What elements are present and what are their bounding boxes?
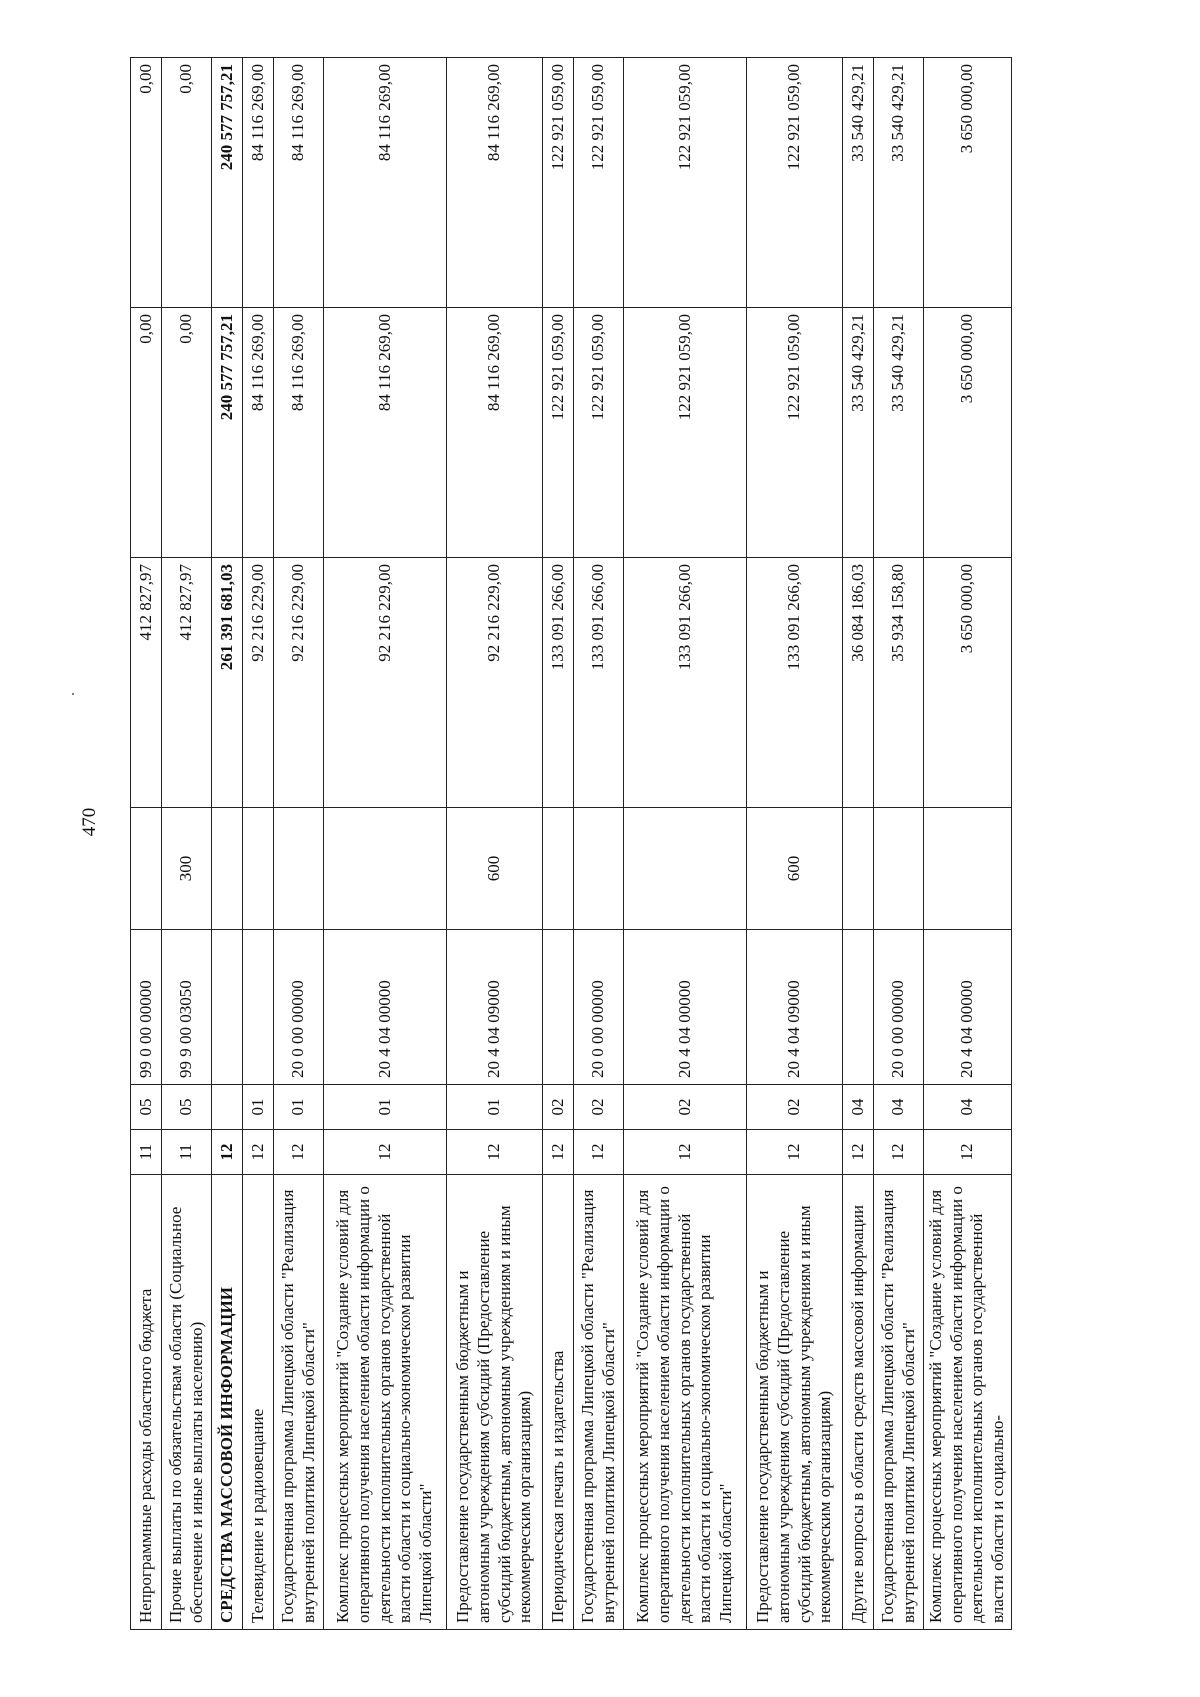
row-target-article: 20 0 00 00000 (274, 930, 324, 1085)
row-name: СРЕДСТВА МАССОВОЙ ИНФОРМАЦИИ (212, 1175, 243, 1630)
row-sum-year-1: 92 216 229,00 (274, 558, 324, 808)
row-sum-year-1: 412 827,97 (131, 558, 162, 808)
row-sum-year-2: 0,00 (131, 308, 162, 558)
row-target-article (543, 930, 574, 1085)
row-sum-year-2: 122 921 059,00 (624, 308, 747, 558)
row-sum-year-3: 33 540 429,21 (874, 58, 924, 308)
row-sum-year-2: 84 116 269,00 (324, 308, 447, 558)
row-name: Государственная программа Липецкой области "Реализация внутренней политики Липецкой области" (874, 1175, 924, 1630)
row-sum-year-2: 33 540 429,21 (843, 308, 874, 558)
row-expense-type (924, 808, 1012, 930)
row-target-article: 20 4 04 00000 (624, 930, 747, 1085)
row-sum-year-2: 84 116 269,00 (274, 308, 324, 558)
row-sum-year-1: 133 091 266,00 (624, 558, 747, 808)
row-sum-year-3: 240 577 757,21 (212, 58, 243, 308)
row-razdel: 11 (162, 1130, 212, 1175)
row-sum-year-2: 33 540 429,21 (874, 308, 924, 558)
row-razdel: 12 (274, 1130, 324, 1175)
row-podrazdel: 02 (543, 1085, 574, 1130)
row-sum-year-3: 122 921 059,00 (624, 58, 747, 308)
row-name: Другие вопросы в области средств массовой информации (843, 1175, 874, 1630)
row-expense-type: 600 (447, 808, 543, 930)
row-sum-year-2: 84 116 269,00 (243, 308, 274, 558)
row-razdel: 12 (924, 1130, 1012, 1175)
row-target-article: 99 9 00 03050 (162, 930, 212, 1085)
row-expense-type: 600 (747, 808, 843, 930)
row-target-article: 20 0 00 00000 (874, 930, 924, 1085)
row-podrazdel: 05 (131, 1085, 162, 1130)
table-row (843, 58, 874, 1630)
row-target-article: 20 0 00 00000 (574, 930, 624, 1085)
row-sum-year-3: 0,00 (131, 58, 162, 308)
row-name: Государственная программа Липецкой области "Реализация внутренней политики Липецкой области" (574, 1175, 624, 1630)
row-podrazdel (212, 1085, 243, 1130)
row-name: Комплекс процессных мероприятий "Создание условий для оперативного получения населением области информации о деятельности исполнительных органов государственной власти области и социально-экономическом развитии Липецкой области" (624, 1175, 747, 1630)
row-podrazdel: 04 (874, 1085, 924, 1130)
row-podrazdel: 04 (924, 1085, 1012, 1130)
row-sum-year-2: 240 577 757,21 (212, 308, 243, 558)
table-row (131, 58, 162, 1630)
row-razdel: 11 (131, 1130, 162, 1175)
row-expense-type (131, 808, 162, 930)
budget-table (130, 57, 1012, 1630)
row-podrazdel: 01 (274, 1085, 324, 1130)
row-podrazdel: 04 (843, 1085, 874, 1130)
row-sum-year-1: 133 091 266,00 (747, 558, 843, 808)
row-sum-year-3: 84 116 269,00 (324, 58, 447, 308)
row-razdel: 12 (447, 1130, 543, 1175)
row-razdel: 12 (324, 1130, 447, 1175)
row-expense-type: 300 (162, 808, 212, 930)
row-sum-year-3: 84 116 269,00 (274, 58, 324, 308)
row-razdel: 12 (543, 1130, 574, 1175)
row-sum-year-2: 3 650 000,00 (924, 308, 1012, 558)
row-expense-type (574, 808, 624, 930)
row-podrazdel: 02 (624, 1085, 747, 1130)
row-target-article: 20 4 04 00000 (324, 930, 447, 1085)
row-razdel: 12 (212, 1130, 243, 1175)
row-expense-type (843, 808, 874, 930)
row-name: Прочие выплаты по обязательствам области (Социальное обеспечение и иные выплаты населению) (162, 1175, 212, 1630)
row-target-article: 20 4 04 00000 (924, 930, 1012, 1085)
row-name: Предоставление государственным бюджетным и автономным учреждениям субсидий (Предоставление субсидий бюджетным, автономным учреждениям и иным некоммерческим организациям) (447, 1175, 543, 1630)
rotated-table-frame (130, 58, 1008, 1630)
table-row (543, 58, 574, 1630)
row-podrazdel: 05 (162, 1085, 212, 1130)
row-sum-year-1: 92 216 229,00 (324, 558, 447, 808)
row-sum-year-3: 3 650 000,00 (924, 58, 1012, 308)
row-name: Государственная программа Липецкой области "Реализация внутренней политики Липецкой области" (274, 1175, 324, 1630)
row-podrazdel: 02 (574, 1085, 624, 1130)
row-sum-year-1: 36 084 186,03 (843, 558, 874, 808)
table-row (747, 58, 843, 1630)
row-podrazdel: 02 (747, 1085, 843, 1130)
table-row (212, 58, 243, 1630)
row-target-article: 20 4 04 09000 (747, 930, 843, 1085)
row-sum-year-3: 0,00 (162, 58, 212, 308)
table-row (574, 58, 624, 1630)
row-name: Предоставление государственным бюджетным и автономным учреждениям субсидий (Предоставление субсидий бюджетным, автономным учреждениям и иным некоммерческим организациям) (747, 1175, 843, 1630)
row-podrazdel: 01 (447, 1085, 543, 1130)
row-sum-year-2: 0,00 (162, 308, 212, 558)
row-expense-type (212, 808, 243, 930)
scan-speck (72, 693, 74, 695)
row-target-article: 99 0 00 00000 (131, 930, 162, 1085)
row-expense-type (274, 808, 324, 930)
row-razdel: 12 (574, 1130, 624, 1175)
row-target-article (843, 930, 874, 1085)
row-target-article: 20 4 04 09000 (447, 930, 543, 1085)
row-target-article (212, 930, 243, 1085)
row-sum-year-1: 133 091 266,00 (543, 558, 574, 808)
row-sum-year-2: 84 116 269,00 (447, 308, 543, 558)
table-row (324, 58, 447, 1630)
table-row (874, 58, 924, 1630)
row-razdel: 12 (843, 1130, 874, 1175)
row-razdel: 12 (624, 1130, 747, 1175)
row-razdel: 12 (243, 1130, 274, 1175)
row-name: Комплекс процессных мероприятий "Создание условий для оперативного получения населением области информации о деятельности исполнительных органов государственной власти области и социально- (924, 1175, 1012, 1630)
row-expense-type (874, 808, 924, 930)
row-sum-year-3: 84 116 269,00 (447, 58, 543, 308)
table-row (924, 58, 1012, 1630)
row-sum-year-1: 92 216 229,00 (243, 558, 274, 808)
row-sum-year-1: 35 934 158,80 (874, 558, 924, 808)
row-expense-type (543, 808, 574, 930)
row-sum-year-2: 122 921 059,00 (574, 308, 624, 558)
table-row (243, 58, 274, 1630)
row-name: Непрограммные расходы областного бюджета (131, 1175, 162, 1630)
row-expense-type (324, 808, 447, 930)
row-expense-type (243, 808, 274, 930)
page-number: 470 (79, 807, 100, 837)
row-sum-year-3: 122 921 059,00 (574, 58, 624, 308)
row-sum-year-1: 412 827,97 (162, 558, 212, 808)
row-sum-year-1: 3 650 000,00 (924, 558, 1012, 808)
row-sum-year-2: 122 921 059,00 (543, 308, 574, 558)
row-razdel: 12 (747, 1130, 843, 1175)
row-expense-type (624, 808, 747, 930)
table-row (447, 58, 543, 1630)
row-sum-year-1: 133 091 266,00 (574, 558, 624, 808)
row-name: Комплекс процессных мероприятий "Создание условий для оперативного получения населением области информации о деятельности исполнительных органов государственной власти области и социально-экономическом развитии Липецкой области" (324, 1175, 447, 1630)
row-sum-year-2: 122 921 059,00 (747, 308, 843, 558)
table-rotation-wrapper (130, 58, 1008, 1630)
row-sum-year-3: 122 921 059,00 (747, 58, 843, 308)
row-sum-year-3: 33 540 429,21 (843, 58, 874, 308)
table-row (624, 58, 747, 1630)
row-sum-year-3: 122 921 059,00 (543, 58, 574, 308)
row-sum-year-1: 92 216 229,00 (447, 558, 543, 808)
row-sum-year-1: 261 391 681,03 (212, 558, 243, 808)
table-row (162, 58, 212, 1630)
row-podrazdel: 01 (324, 1085, 447, 1130)
row-target-article (243, 930, 274, 1085)
table-row (274, 58, 324, 1630)
row-name: Телевидение и радиовещание (243, 1175, 274, 1630)
row-name: Периодическая печать и издательства (543, 1175, 574, 1630)
table-body (131, 58, 1012, 1630)
row-razdel: 12 (874, 1130, 924, 1175)
row-sum-year-3: 84 116 269,00 (243, 58, 274, 308)
row-podrazdel: 01 (243, 1085, 274, 1130)
